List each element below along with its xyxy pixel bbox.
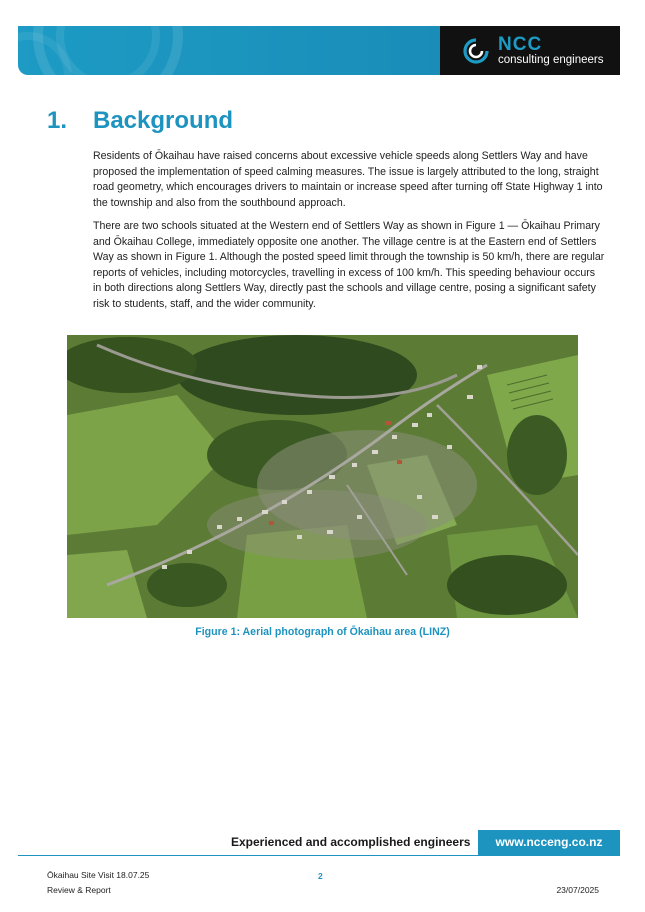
logo — [440, 26, 620, 75]
header-decoration — [18, 26, 438, 75]
section-number: 1. — [47, 107, 68, 134]
footer-doc-type: Review & Report — [47, 885, 111, 895]
aerial-photo-illustration — [67, 335, 578, 618]
logo-subtitle: consulting engineers — [498, 54, 604, 66]
footer-doc-title: Ōkaihau Site Visit 18.07.25 — [47, 870, 150, 880]
figure-caption: Figure 1: Aerial photograph of Ōkaihau area (LINZ) — [195, 626, 450, 638]
paragraph-2: There are two schools situated at the Western end of Settlers Way as shown in Figure 1 — Ōkaihau Primary and Ōkaihau College, immediately opposite one another. The village centre is at the Eastern end of Settlers Way as shown in Figure 1. Although the posted speed limit through the township is 50 km/h, there are regular reports of vehicles, including motorcycles, travelling in excess of 100 km/h. This speeding behaviour occurs in both directions along Settlers Way, directly past the schools and village centre, posing a significant safety risk to students, staff, and the wider community. — [93, 220, 605, 310]
paragraph-1: Residents of Ōkaihau have raised concerns about excessive vehicle speeds along Settlers Way and have proposed the implementation of speed calming measures. The issue is largely attributed to the long, straight road geometry, which encourages drivers to maintain or increase speed after turning off State Highway 1 into the township and also from the southbound approach. — [93, 150, 603, 209]
page-number: 2 — [318, 871, 323, 881]
website-link[interactable]: www.ncceng.co.nz — [478, 830, 620, 855]
ncc-swirl-logo-icon — [460, 37, 492, 65]
logo-name: NCC — [498, 34, 543, 55]
header-band — [18, 26, 620, 75]
footer-date: 23/07/2025 — [556, 885, 599, 895]
footer-tagline: Experienced and accomplished engineers — [231, 835, 471, 849]
aerial-photo — [67, 335, 578, 618]
section-heading — [47, 107, 233, 135]
section-title: Background — [93, 107, 234, 134]
footer-divider — [18, 855, 620, 856]
